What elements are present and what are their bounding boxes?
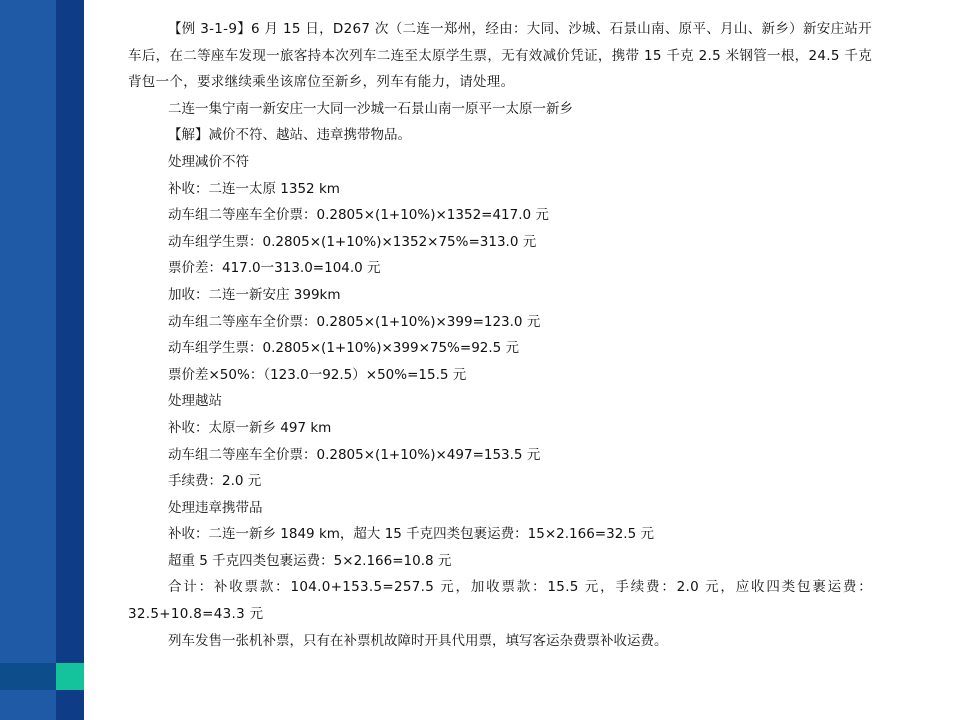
calc-line: 动车组二等座车全价票：0.2805×(1+10%)×1352=417.0 元: [168, 207, 549, 224]
calc-line: 补收：二连一新乡 1849 km，超大 15 千克四类包裹运费：15×2.166=32.5 元: [168, 526, 654, 543]
sidebar-band: [0, 663, 56, 690]
section-heading-baggage: 处理违章携带品: [168, 499, 263, 516]
calc-line: 动车组二等座车全价票：0.2805×(1+10%)×497=153.5 元: [168, 446, 541, 463]
sidebar-stripe-dark: [56, 0, 84, 720]
sidebar-stripe-light: [0, 0, 56, 720]
calc-line: 票价差×50%：（123.0一92.5）×50%=15.5 元: [168, 366, 467, 383]
solution-summary: 【解】减价不符、越站、违章携带物品。: [168, 127, 411, 144]
calc-line: 动车组学生票：0.2805×(1+10%)×1352×75%=313.0 元: [168, 233, 537, 250]
sidebar-decoration: [0, 0, 84, 720]
calc-line: 动车组学生票：0.2805×(1+10%)×399×75%=92.5 元: [168, 340, 520, 357]
document-body: [128, 16, 872, 654]
calc-line: 补收：太原一新乡 497 km: [168, 419, 332, 436]
example-problem-paragraph: 【例 3-1-9】6 月 15 日，D267 次（二连一郑州，经由：大同、沙城、石景山南、原平、月山、新乡）新安庄站开车后，在二等座车发现一旅客持本次列车二连至太原学生票，无有效减价凭证，携带 15 千克 2.5 米钢管一根，24.5 千克背包一个，要求继续乘坐该席位至新乡，列车有能力，请处理。: [128, 21, 872, 91]
route-line: 二连一集宁南一新安庄一大同一沙城一石景山南一原平一太原一新乡: [168, 100, 573, 117]
calc-line: 加收：二连一新安庄 399km: [168, 286, 341, 303]
section-heading-discount: 处理减价不符: [168, 153, 249, 170]
calc-line: 超重 5 千克四类包裹运费：5×2.166=10.8 元: [168, 552, 452, 569]
calc-line: 票价差：417.0一313.0=104.0 元: [168, 260, 381, 277]
calc-line: 手续费：2.0 元: [168, 473, 262, 490]
sidebar-accent-square: [56, 663, 84, 690]
total-paragraph: 合计：补收票款：104.0+153.5=257.5 元，加收票款：15.5 元，手续费：2.0 元，应收四类包裹运费：32.5+10.8=43.3 元: [128, 579, 872, 623]
calc-line: 补收：二连一太原 1352 km: [168, 180, 340, 197]
calc-line: 动车组二等座车全价票：0.2805×(1+10%)×399=123.0 元: [168, 313, 541, 330]
section-heading-overstation: 处理越站: [168, 393, 222, 410]
closing-note: 列车发售一张机补票，只有在补票机故障时开具代用票，填写客运杂费票补收运费。: [168, 632, 668, 649]
